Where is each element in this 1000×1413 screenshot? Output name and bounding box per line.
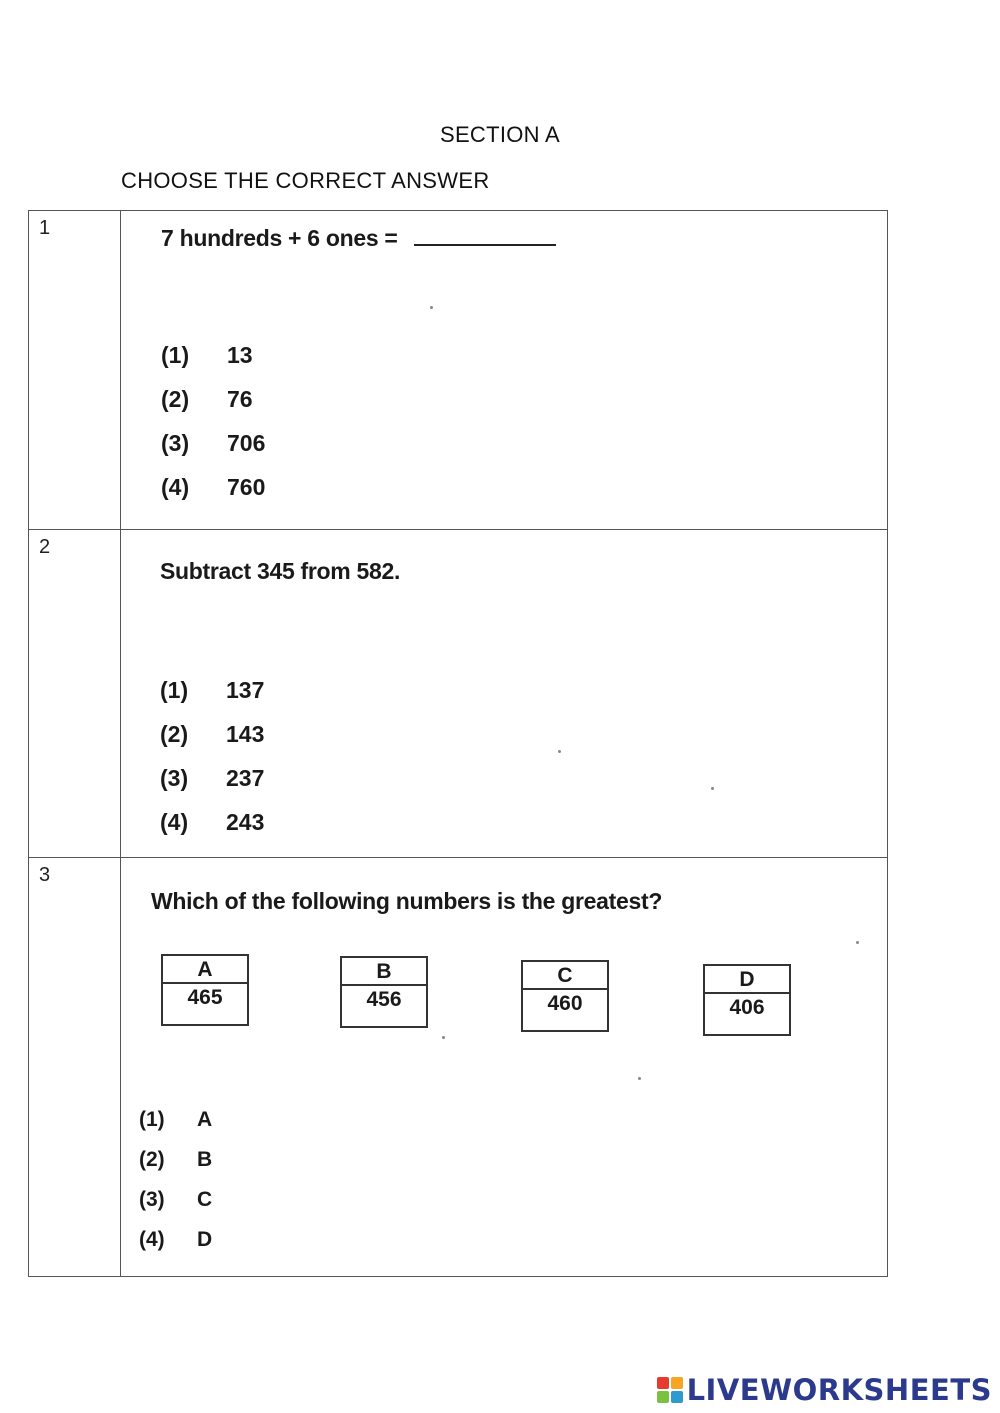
scan-speck [638,1077,641,1080]
answer-option[interactable] [161,465,265,509]
number-boxes [121,954,887,1044]
question-number: 3 [29,858,121,1277]
question-row-2 [29,530,888,858]
answer-option[interactable] [160,668,264,712]
answer-option[interactable] [139,1100,212,1140]
answer-option[interactable] [161,333,265,377]
liveworksheets-logo [657,1373,992,1407]
answer-option[interactable] [139,1220,212,1260]
box-letter: C [523,962,607,990]
option-label: (2) [161,385,190,412]
option-label: (3) [161,429,190,456]
question-cell [121,530,888,858]
option-label: (3) [160,764,189,791]
option-label: (1) [139,1108,165,1131]
scan-speck [442,1036,445,1039]
answer-option[interactable] [160,712,264,756]
number-box-d [703,964,791,1036]
option-value: C [197,1188,213,1211]
question-row-1 [29,211,888,530]
section-title: SECTION A [439,122,561,147]
question-cell [121,211,888,530]
box-letter: D [705,966,789,994]
question-prompt: Subtract 345 from 582. [160,558,401,584]
question-prompt [161,225,556,252]
box-letter: B [342,958,426,986]
option-value: 76 [227,385,253,412]
question-number: 2 [29,530,121,858]
instruction-heading: CHOOSE THE CORRECT ANSWER [121,168,490,193]
answer-options [139,1100,212,1260]
answer-option[interactable] [160,756,264,800]
option-value: 243 [226,808,265,835]
answer-blank[interactable] [414,243,556,246]
option-value: 760 [227,473,266,500]
scan-speck [430,306,433,309]
question-cell [121,858,888,1277]
option-value: 706 [227,429,266,456]
number-box-c [521,960,609,1032]
question-number: 1 [29,211,121,530]
option-label: (1) [161,341,190,368]
scan-speck [856,941,859,944]
option-value: 13 [227,341,253,368]
answer-option[interactable] [139,1180,212,1220]
option-value: 137 [226,676,265,703]
option-value: 237 [226,764,265,791]
box-number: 406 [729,996,765,1019]
answer-option[interactable] [160,800,264,844]
question-prompt-text: 7 hundreds + 6 ones = [161,225,398,251]
box-number: 460 [547,992,583,1015]
answer-options [160,668,264,844]
logo-mark-icon [657,1377,683,1403]
option-value: A [197,1108,213,1131]
option-label: (3) [139,1188,165,1211]
brand-name: LIVEWORKSHEETS [686,1373,992,1407]
option-label: (4) [161,473,190,500]
question-row-3 [29,858,888,1277]
box-number: 456 [366,988,402,1011]
option-value: B [197,1148,213,1171]
answer-option[interactable] [161,421,265,465]
scan-speck [711,787,714,790]
answer-option[interactable] [161,377,265,421]
option-label: (2) [139,1148,165,1171]
option-value: 143 [226,720,265,747]
answer-options [161,333,265,509]
box-letter: A [163,956,247,984]
question-prompt: Which of the following numbers is the greatest? [151,888,663,914]
box-number: 465 [187,986,223,1009]
questions-table [28,210,888,1277]
number-box-b [340,956,428,1028]
scan-speck [558,750,561,753]
option-label: (1) [160,676,189,703]
answer-option[interactable] [139,1140,212,1180]
option-label: (2) [160,720,189,747]
option-label: (4) [139,1228,165,1251]
option-label: (4) [160,808,189,835]
number-box-a [161,954,249,1026]
option-value: D [197,1228,213,1251]
